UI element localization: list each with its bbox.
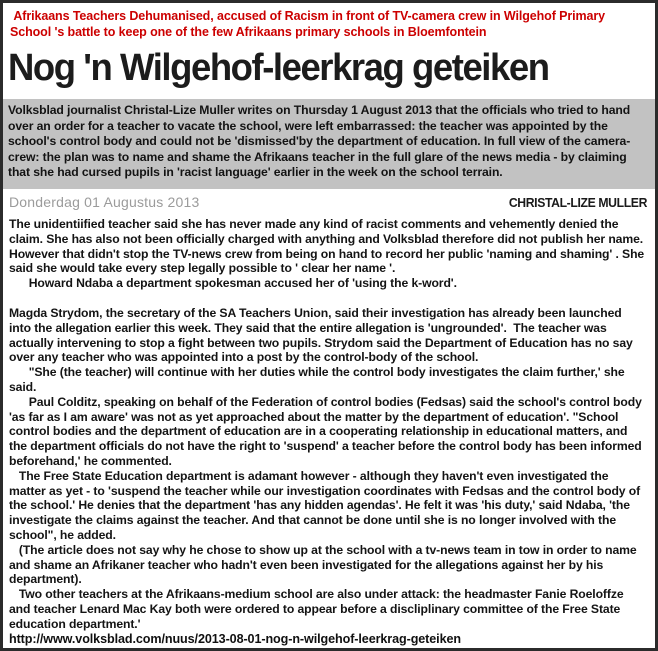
intro-summary-highlighted: Volksblad journalist Christal-Lize Muller writes on Thursday 1 August 2013 that the officials who tried to hand over an order for a teacher to vacate the school, were left embarrassed: the teacher was appointed by the school's control body and could not be 'dismissed'by the department of education. In full view of the camera-crew: the plan was to name and shame the Afrikaans teacher in the full glare of the news media - by claiming that she had cursed pupils in 'racist language' earlier in the week on the school terrain. bbox=[3, 99, 655, 189]
kicker-headline: Afrikaans Teachers Dehumanised, accused of Racism in front of TV-camera crew in Wilgehof Primary School 's battle to keep one of the few Afrikaans primary schools in Bloemfontein bbox=[10, 9, 609, 39]
article-body bbox=[3, 213, 655, 632]
source-url-link[interactable]: http://www.volksblad.com/nuus/2013-08-01-nog-n-wilgehof-leerkrag-geteiken bbox=[9, 632, 461, 647]
article-byline: CHRISTAL-LIZE MULLER bbox=[508, 194, 647, 210]
body-paragraph: Magda Strydom, the secretary of the SA Teachers Union, said their investigation has already been launched into the allegation earlier this week. They said that the entire allegation is 'ungrounded'. The teacher was actually intervening to stop a fight between two pupils. Strydom said the Department of Education has no say over any teacher who was appointed into a post by the control-body of the school. "She (the teacher) will continue with her duties while the control body investigates the claim further,' she said. Paul Colditz, speaking on behalf of the Federation of control bodies (Fedsas) said the school's control body 'as far as I am aware' was not as yet approached about the matter by the department of education'. "School control bodies and the department of education are in a cooperating relationship in educational matters, and the department officials do not have the right to 'suspend' a teacher before the control body has been informed beforehand,' he commented. The Free State Education department is adamant however - although they haven't even investigated the matter as yet - to 'suspend the teacher while our investigation coordinates with Fedsas and the control body of the school.' He denies that the department 'has any hidden agendas'. He felt it was 'his duty,' said Ndaba, 'the investigate the claims against the teacher. And that cannot be done until she is no longer involved with the school", he added. (The article does not say why he chose to show up at the school with a tv-news team in tow in order to name and shame an Afrikaner teacher who hadn't even been investigated for the allegations against her by his department). Two other teachers at the Afrikaans-medium school are also under attack: the headmaster Fanie Roeloffze and teacher Lenard Mac Kay both were ordered to appear before a discliplinary committee of the Free State education department.' bbox=[9, 305, 642, 631]
body-paragraph: The unidentiified teacher said she has never made any kind of racist comments and vehemently denied the claim. She has also not been officially charged with anything and Volksblad therefore did not publish her name. However that didn't stop the TV-news crew from being on hand to record her public 'naming and shaming' . She said she would take every step legally possible to ' clear her name '. Howard Ndaba a department spokesman accused her of 'using the k-word'. bbox=[9, 216, 645, 291]
article-headline: Nog 'n Wilgehof-leerkrag geteiken bbox=[8, 47, 549, 89]
article-date: Donderdag 01 Augustus 2013 bbox=[9, 193, 200, 210]
meta-row bbox=[3, 189, 655, 213]
